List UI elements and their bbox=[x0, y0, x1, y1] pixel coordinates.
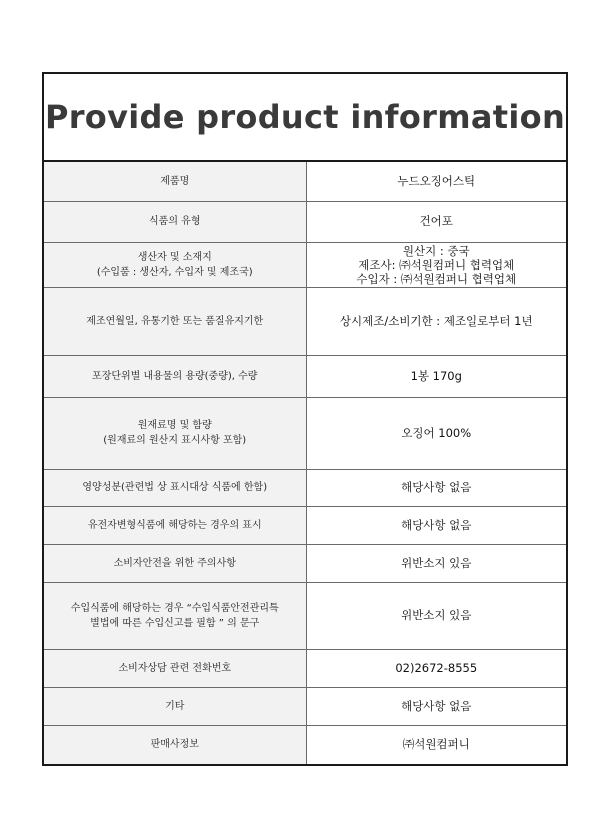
table-row bbox=[44, 355, 566, 397]
table-row bbox=[44, 162, 566, 201]
table-row bbox=[44, 725, 566, 764]
product-info-table bbox=[44, 162, 566, 764]
row-label: 소비자상담 관련 전화번호 bbox=[44, 649, 306, 687]
row-label: 유전자변형식품에 해당하는 경우의 표시 bbox=[44, 506, 306, 544]
row-label: 기타 bbox=[44, 687, 306, 725]
row-label: 제조연월일, 유통기한 또는 품질유지기한 bbox=[44, 287, 306, 355]
table-row bbox=[44, 582, 566, 649]
row-value: 위반소지 있음 bbox=[306, 582, 566, 649]
row-label: 소비자안전을 위한 주의사항 bbox=[44, 544, 306, 582]
row-value: 누드오징어스틱 bbox=[306, 162, 566, 201]
row-label: 제품명 bbox=[44, 162, 306, 201]
table-row bbox=[44, 544, 566, 582]
row-label: 포장단위별 내용물의 용량(중량), 수량 bbox=[44, 355, 306, 397]
row-value: 02)2672-8555 bbox=[306, 649, 566, 687]
row-value: 원산지 : 중국 제조사: ㈜석원컴퍼니 협력업체 수입자 : ㈜석원컴퍼니 협력업체 bbox=[306, 242, 566, 287]
table-row bbox=[44, 649, 566, 687]
row-value: 해당사항 없음 bbox=[306, 506, 566, 544]
table-row bbox=[44, 506, 566, 544]
product-info-sheet bbox=[42, 72, 568, 766]
row-label: 수입식품에 해당하는 경우 “수입식품안전관리특 별법에 따른 수입신고를 필함 ” 의 문구 bbox=[44, 582, 306, 649]
row-value: 위반소지 있음 bbox=[306, 544, 566, 582]
row-value: 상시제조/소비기한 : 제조일로부터 1년 bbox=[306, 287, 566, 355]
table-row bbox=[44, 287, 566, 355]
table-row bbox=[44, 397, 566, 469]
row-label: 판매사정보 bbox=[44, 725, 306, 764]
row-label: 영양성분(관련법 상 표시대상 식품에 한함) bbox=[44, 469, 306, 506]
table-row bbox=[44, 687, 566, 725]
row-value: 1봉 170g bbox=[306, 355, 566, 397]
table-row bbox=[44, 201, 566, 242]
row-label: 원재료명 및 함량 (원재료의 원산지 표시사항 포함) bbox=[44, 397, 306, 469]
table-row bbox=[44, 242, 566, 287]
row-value: 해당사항 없음 bbox=[306, 687, 566, 725]
title-banner bbox=[44, 74, 566, 162]
row-label: 식품의 유형 bbox=[44, 201, 306, 242]
table-row bbox=[44, 469, 566, 506]
page-title: Provide product information bbox=[44, 98, 566, 136]
row-value: ㈜석원컴퍼니 bbox=[306, 725, 566, 764]
row-value: 건어포 bbox=[306, 201, 566, 242]
row-value: 해당사항 없음 bbox=[306, 469, 566, 506]
row-label: 생산자 및 소재지 (수입품 : 생산자, 수입자 및 제조국) bbox=[44, 242, 306, 287]
row-value: 오징어 100% bbox=[306, 397, 566, 469]
